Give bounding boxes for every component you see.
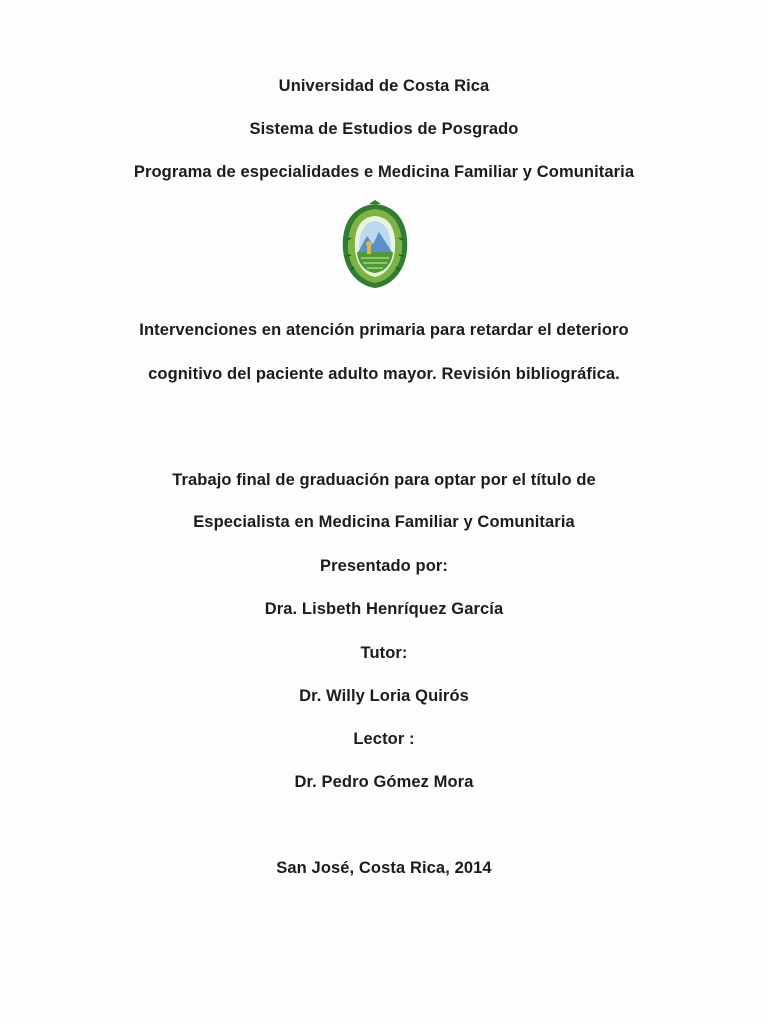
- author-name: Dra. Lisbeth Henríquez García: [264, 600, 504, 618]
- purpose-line-2: Especialista en Medicina Familiar y Comunitaria: [193, 513, 575, 531]
- graduate-system-name: Sistema de Estudios de Posgrado: [249, 120, 519, 138]
- place-and-date: San José, Costa Rica, 2014: [276, 859, 492, 877]
- reader-label: Lector :: [353, 730, 415, 748]
- purpose-line-1: Trabajo final de graduación para optar por el título de: [172, 471, 596, 489]
- tutor-label: Tutor:: [360, 644, 408, 662]
- tutor-name: Dr. Willy Loria Quirós: [299, 687, 469, 705]
- thesis-title-line-1: Intervenciones en atención primaria para retardar el deterioro: [139, 321, 629, 339]
- program-name: Programa de especialidades e Medicina Familiar y Comunitaria: [133, 163, 635, 181]
- presented-by-label: Presentado por:: [319, 557, 449, 575]
- reader-name: Dr. Pedro Gómez Mora: [294, 773, 474, 791]
- university-seal-icon: [339, 200, 411, 290]
- university-name: Universidad de Costa Rica: [278, 77, 490, 95]
- thesis-title-line-2: cognitivo del paciente adulto mayor. Revisión bibliográfica.: [148, 365, 620, 383]
